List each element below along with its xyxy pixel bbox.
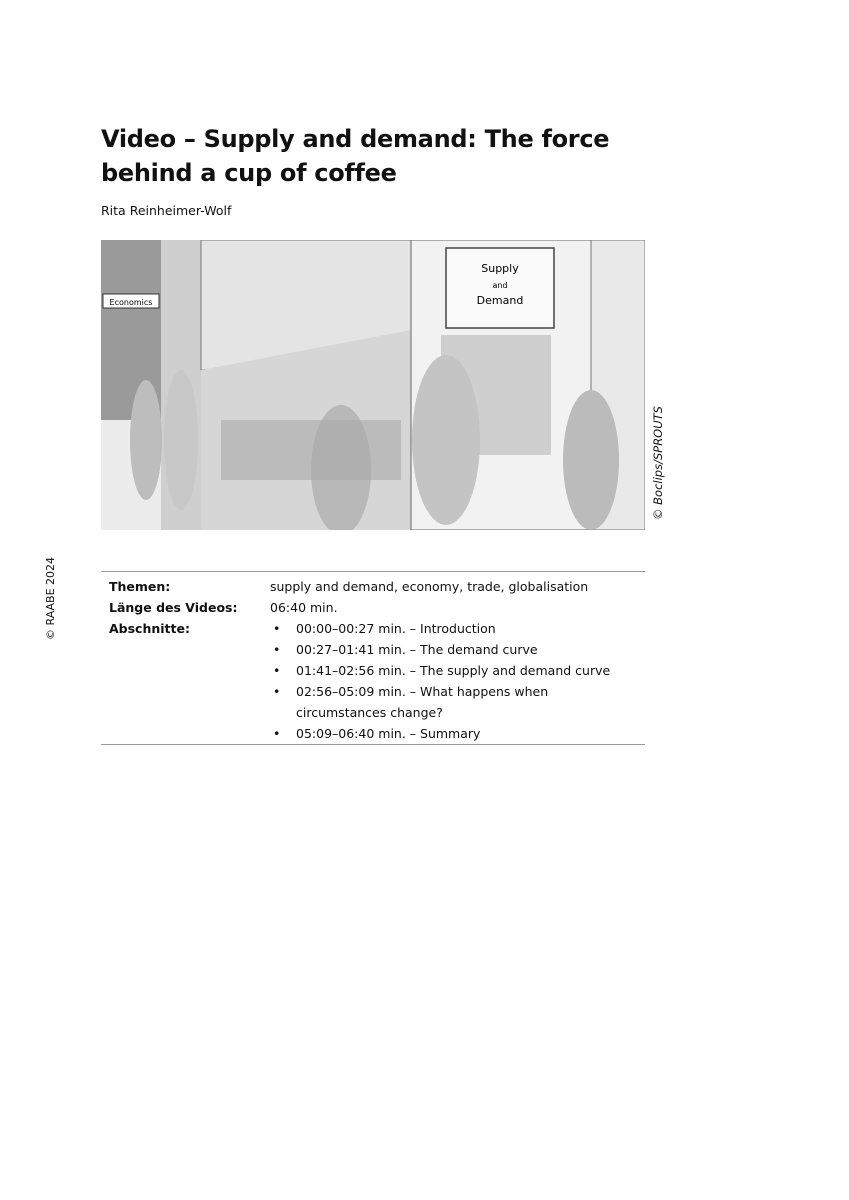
themen-value: supply and demand, economy, trade, globalisation — [270, 579, 589, 594]
list-item: • 02:56–05:09 min. – What happens when circumstances change? — [270, 681, 645, 723]
row-abschnitte — [101, 618, 645, 744]
supply-sign-line3: Demand — [476, 294, 524, 307]
section-list — [270, 618, 645, 744]
laenge-value: 06:40 min. — [270, 600, 338, 615]
image-credit: © Boclips/SPROUTS — [651, 406, 665, 520]
themen-label: Themen: — [109, 579, 171, 594]
economics-sign: Economics — [109, 298, 153, 307]
row-laenge — [101, 597, 645, 618]
list-item: • 00:00–00:27 min. – Introduction — [270, 618, 645, 639]
abschnitte-label: Abschnitte: — [109, 621, 190, 636]
list-item: • 01:41–02:56 min. – The supply and demand curve — [270, 660, 645, 681]
laenge-label: Länge des Videos: — [109, 600, 238, 615]
row-themen — [101, 576, 645, 597]
page-title: Video – Supply and demand: The force behind a cup of coffee — [101, 125, 610, 187]
list-item: • 05:09–06:40 min. – Summary — [270, 723, 645, 744]
market-illustration — [101, 240, 645, 530]
video-info-table — [101, 571, 645, 745]
supply-sign-line2: and — [492, 281, 508, 290]
author: Rita Reinheimer-Wolf — [101, 203, 232, 218]
list-item: • 00:27–01:41 min. – The demand curve — [270, 639, 645, 660]
supply-sign-line1: Supply — [481, 262, 519, 275]
side-copyright: © RAABE 2024 — [44, 556, 57, 640]
